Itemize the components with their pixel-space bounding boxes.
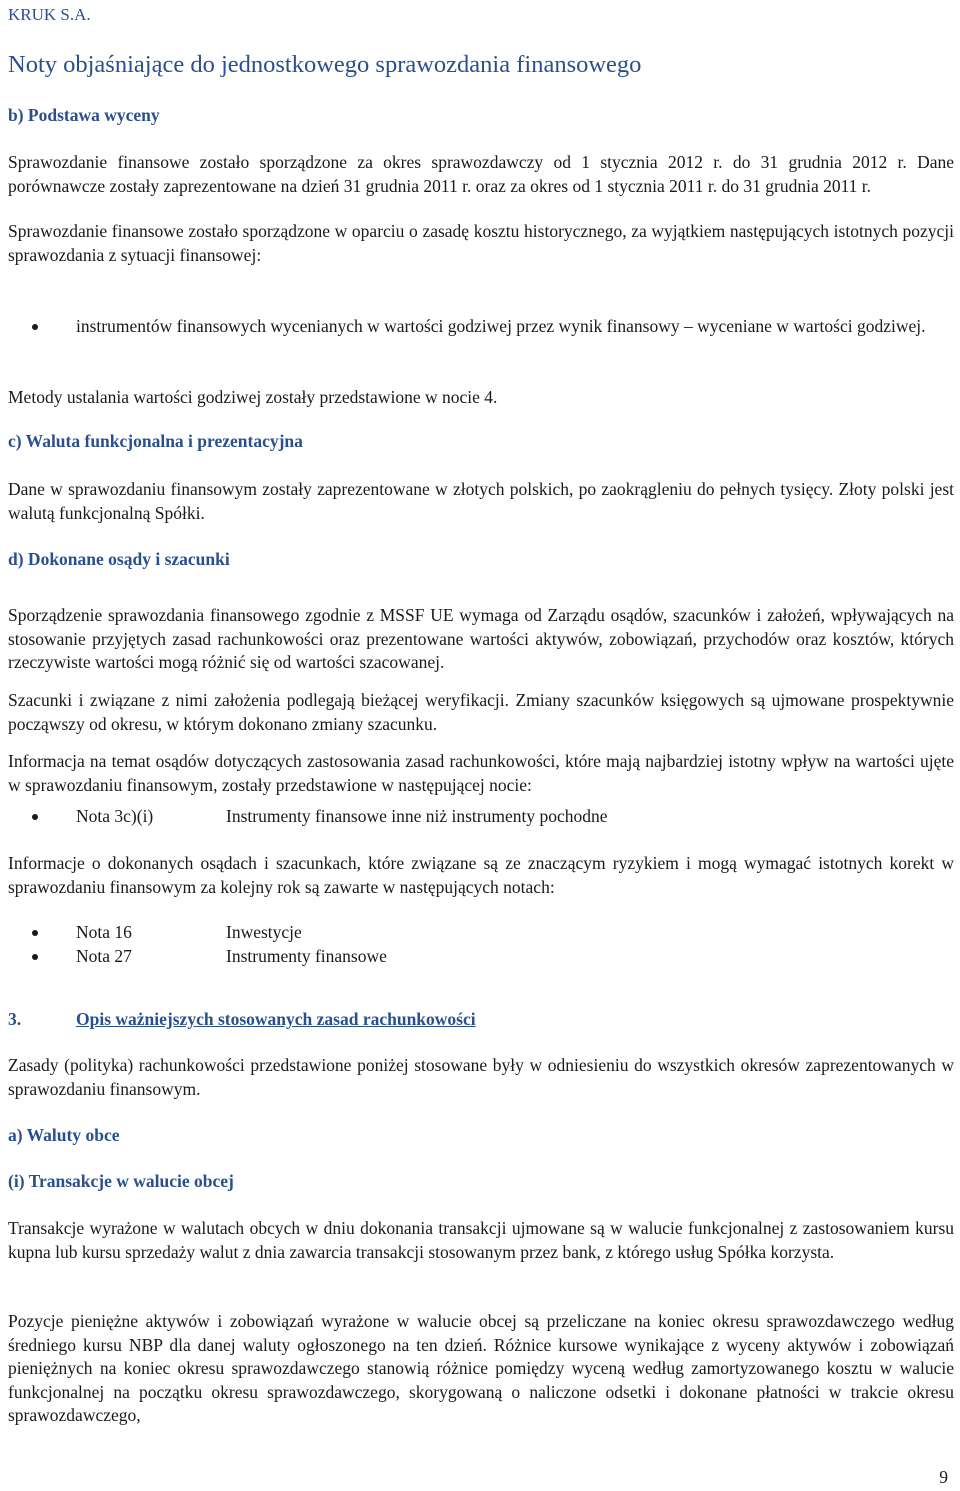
document-title: Noty objaśniające do jednostkowego sprawozdania finansowego: [8, 51, 642, 78]
bullet-icon: [32, 324, 38, 330]
bullet-icon: [32, 954, 38, 960]
section-c-heading: c) Waluta funkcjonalna i prezentacyjna: [8, 431, 303, 451]
section-d-note-list-2: [8, 921, 954, 968]
section-d-paragraph-4: Informacje o dokonanych osądach i szacunkach, które związane są ze znaczącym ryzykiem i mogą wymagać istotnych korekt w sprawozdaniu finansowym za kolejny rok są zawarte w następujących notach:: [8, 853, 954, 897]
section-d-paragraph-2: Szacunki i związane z nimi założenia podlegają bieżącej weryfikacji. Zmiany szacunków księgowych są ujmowane prospektywnie począwszy od okresu, w którym dokonano zmiany szacunku.: [8, 690, 954, 734]
section-3-paragraph-2: Transakcje wyrażone w walutach obcych w dniu dokonania transakcji ujmowane są w walucie funkcjonalnej z zastosowaniem kursu kupna lub kursu sprzedaży walut z dnia zawarcia transakcji stosowanym przez bank, z którego usług Spółka korzysta.: [8, 1218, 954, 1262]
section-d-paragraph-3: Informacja na temat osądów dotyczących zastosowania zasad rachunkowości, które mają najbardziej istotny wpływ na wartości ujęte w sprawozdaniu finansowym, zostały przedstawione w następującej nocie:: [8, 751, 954, 795]
section-d-paragraph-1: Sporządzenie sprawozdania finansowego zgodnie z MSSF UE wymaga od Zarządu osądów, szacunków i założeń, wpływających na stosowanie przyjętych zasad rachunkowości oraz prezentowane wartości aktywów, zobowiązań, przychodów oraz kosztów, których rzeczywiste wartości mogą różnić się od wartości szacowanej.: [8, 605, 954, 672]
section-b-paragraph-1: Sprawozdanie finansowe zostało sporządzone za okres sprawozdawczy od 1 stycznia 2012 r. do 31 grudnia 2012 r. Dane porównawcze zostały zaprezentowane na dzień 31 grudnia 2011 r. oraz za okres od 1 stycznia 2011 r. do 31 grudnia 2011 r.: [8, 152, 954, 196]
section-3-number: 3.: [8, 1009, 22, 1029]
section-b-paragraph-3: Metody ustalania wartości godziwej zostały przedstawione w nocie 4.: [8, 387, 498, 407]
company-name: KRUK S.A.: [8, 5, 91, 24]
list-item: [8, 945, 954, 969]
note-description: Instrumenty finansowe inne niż instrumenty pochodne: [226, 806, 608, 826]
section-b-heading: b) Podstawa wyceny: [8, 105, 160, 125]
list-item: [8, 921, 954, 945]
section-3-subheading-a: a) Waluty obce: [8, 1125, 120, 1145]
section-3-title: Opis ważniejszych stosowanych zasad rachunkowości: [76, 1009, 476, 1029]
section-3-heading: [8, 1008, 954, 1032]
section-b-paragraph-2: Sprawozdanie finansowe zostało sporządzone w oparciu o zasadę kosztu historycznego, za wyjątkiem następujących istotnych pozycji sprawozdania z sytuacji finansowej:: [8, 221, 954, 265]
list-item: [8, 805, 954, 829]
bullet-icon: [32, 814, 38, 820]
section-d-note-list-1: [8, 805, 954, 829]
section-d-heading: d) Dokonane osądy i szacunki: [8, 549, 230, 569]
section-c-paragraph-1: Dane w sprawozdaniu finansowym zostały zaprezentowane w złotych polskich, po zaokrągleniu do pełnych tysięcy. Złoty polski jest walutą funkcjonalną Spółki.: [8, 479, 954, 523]
section-3-subheading-i: (i) Transakcje w walucie obcej: [8, 1171, 234, 1191]
note-reference: Nota 16: [76, 922, 132, 942]
section-3-paragraph-3: Pozycje pieniężne aktywów i zobowiązań wyrażone w walucie obcej są przeliczane na koniec okresu sprawozdawczego według średniego kursu NBP dla danej waluty ogłoszonego na ten dzień. Różnice kursowe wynikające z wyceny aktywów i zobowiązań pieniężnych na koniec okresu sprawozdawczego stanowią różnice pomiędzy wyceną według zamortyzowanego kosztu w walucie funkcjonalnej na początku okresu sprawozdawczego, skorygowaną o naliczone odsetki i dokonane płatności w trakcie okresu sprawozdawczego,: [8, 1311, 954, 1425]
note-description: Inwestycje: [226, 922, 302, 942]
section-b-bullet-list: [8, 315, 954, 339]
page-number: 9: [939, 1467, 948, 1487]
note-description: Instrumenty finansowe: [226, 945, 387, 966]
bullet-text: instrumentów finansowych wycenianych w wartości godziwej przez wynik finansowy – wyceniane w wartości godziwej.: [76, 316, 926, 336]
note-reference: Nota 27: [76, 945, 132, 966]
section-3-paragraph-1: Zasady (polityka) rachunkowości przedstawione poniżej stosowane były w odniesieniu do wszystkich okresów zaprezentowanych w sprawozdaniu finansowym.: [8, 1055, 954, 1099]
list-item: [8, 315, 954, 339]
bullet-icon: [32, 930, 38, 936]
note-reference: Nota 3c)(i): [76, 806, 154, 826]
